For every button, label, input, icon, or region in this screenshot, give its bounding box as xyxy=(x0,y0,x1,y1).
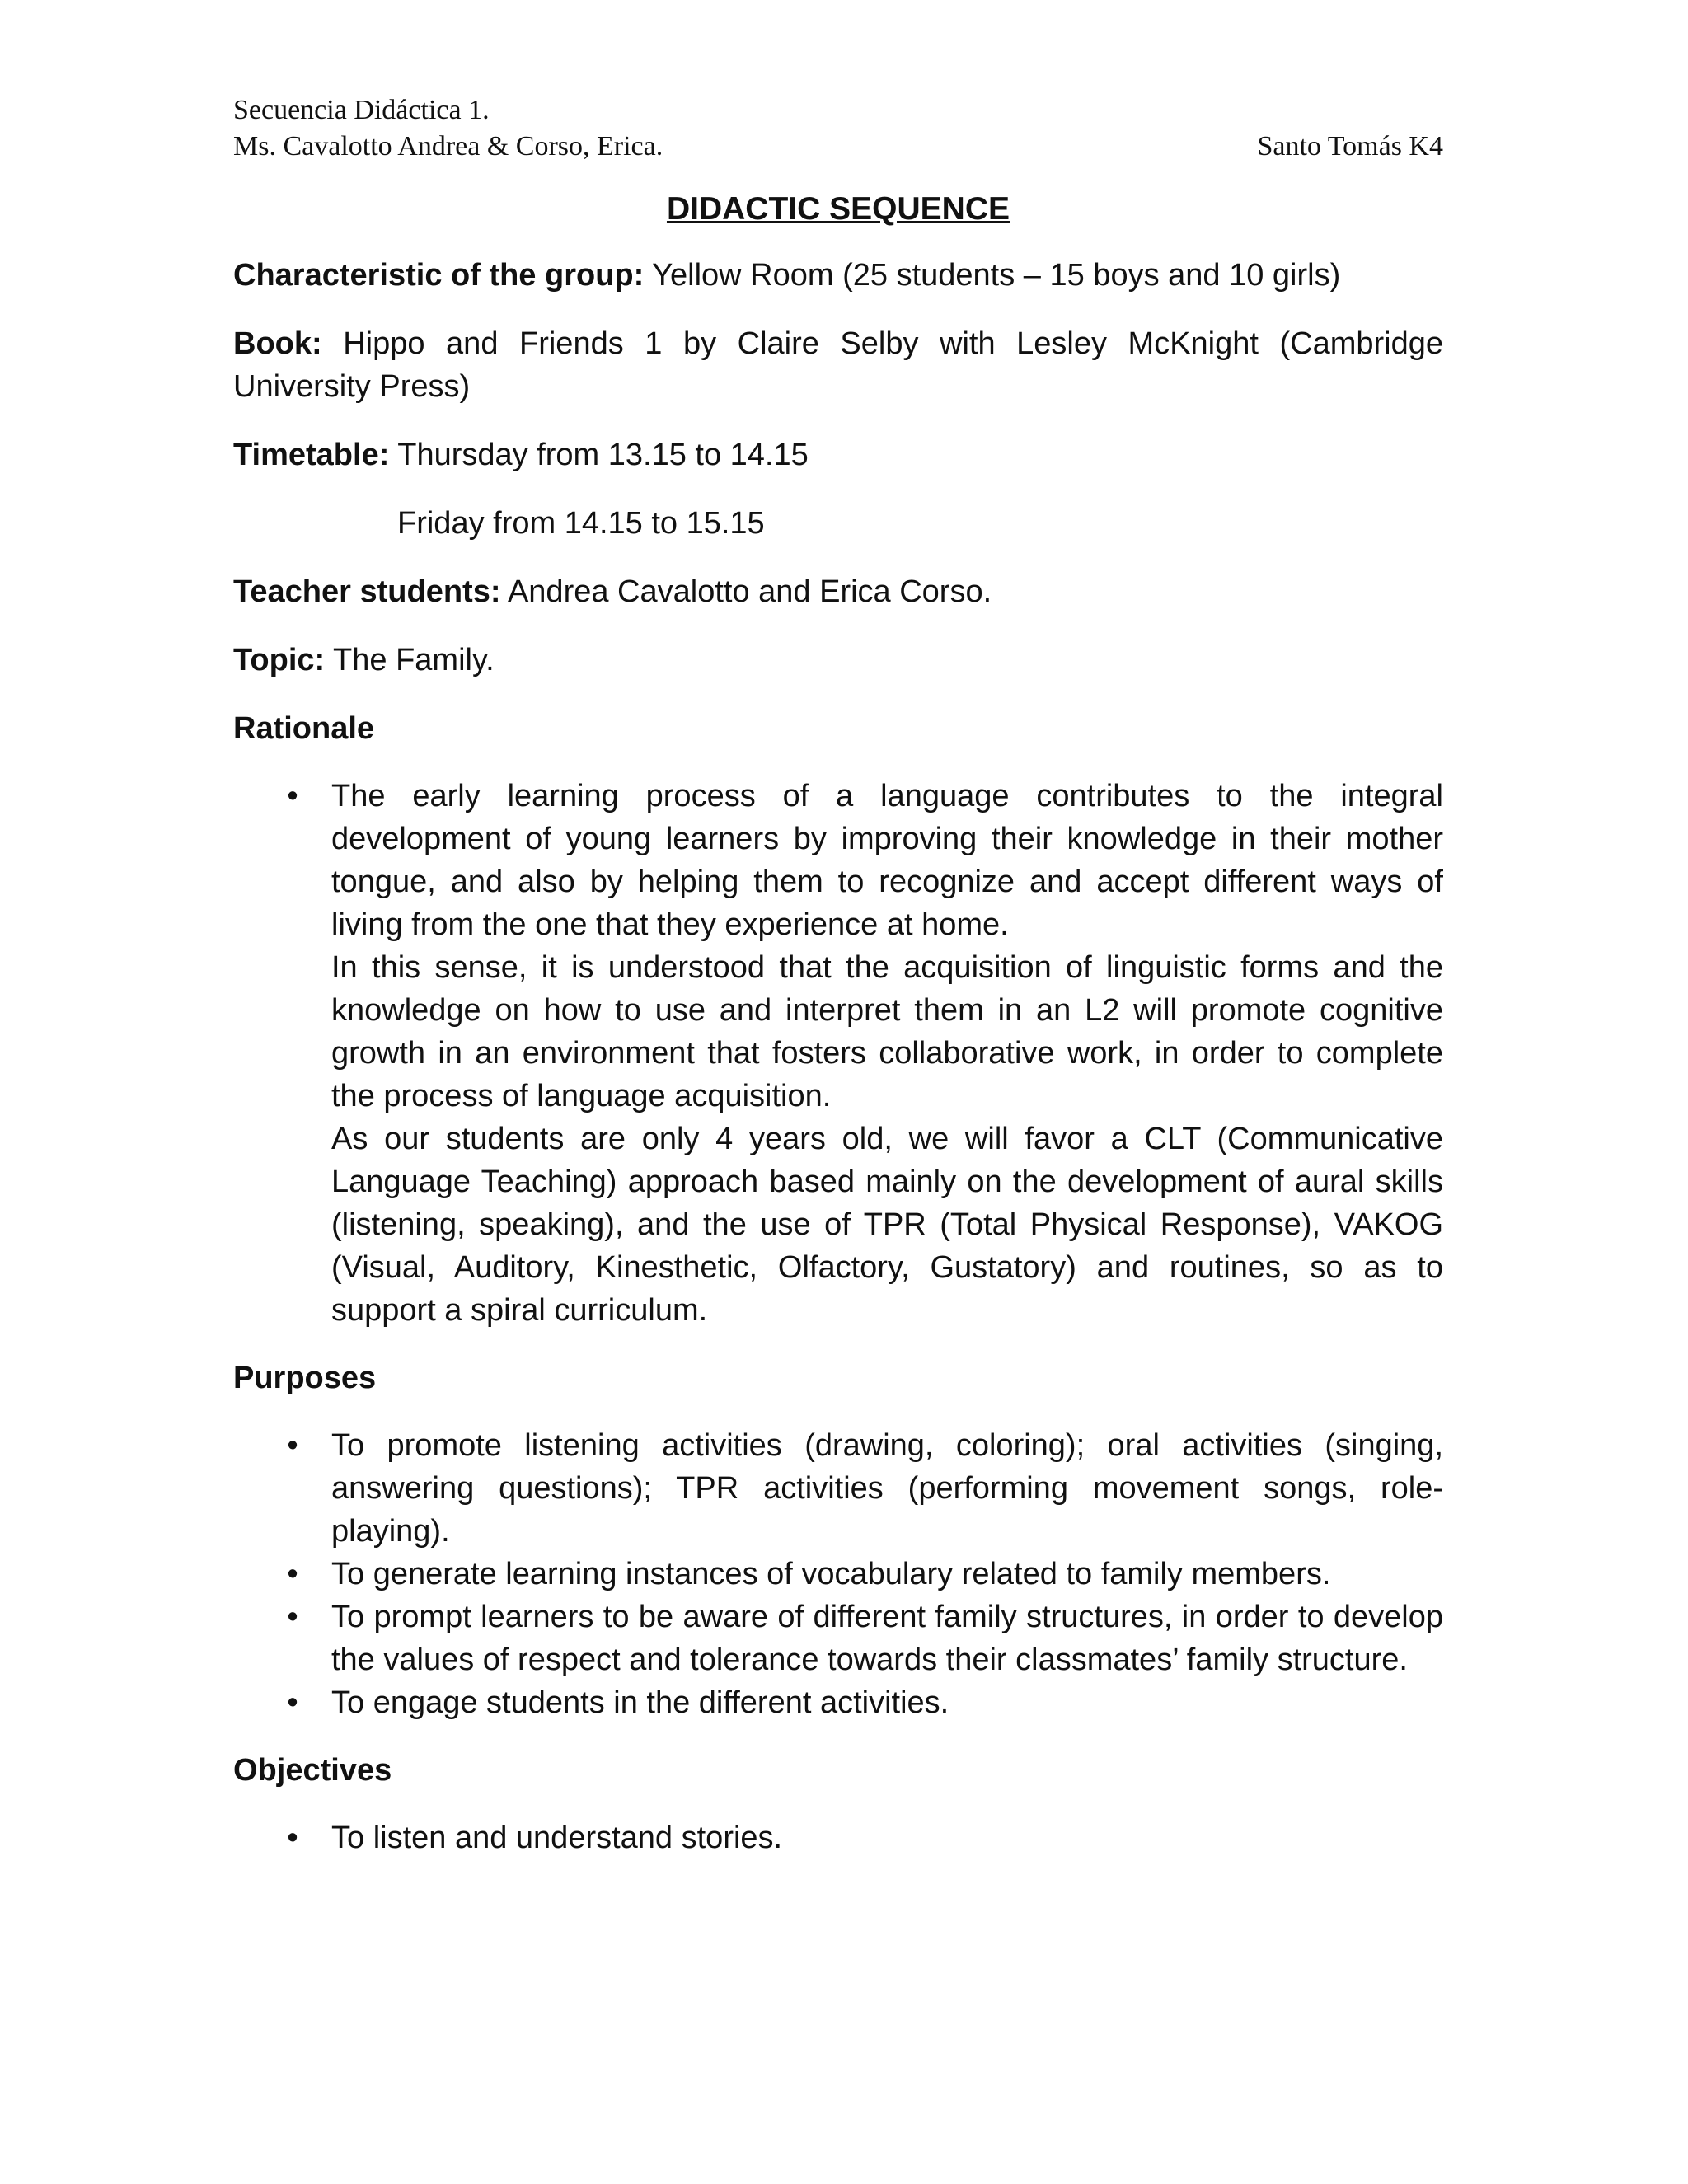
timetable-value-friday: Friday from 14.15 to 15.15 xyxy=(397,506,765,541)
list-item xyxy=(233,775,1443,1332)
purpose-item-4: To engage students in the different activities. xyxy=(331,1685,950,1720)
rationale-paragraph-3: As our students are only 4 years old, we will favor a CLT (Communicative Language Teaching) approach based mainly on the development of aural skills (listening, speaking), and the use of TPR (Total Physical Response), VAKOG (Visual, Auditory, Kinesthetic, Olfactory, Gustatory) and routines, so as to support a spiral curriculum. xyxy=(331,1122,1443,1328)
timetable-field xyxy=(233,434,1443,476)
topic-value: The Family. xyxy=(333,643,495,677)
topic-label: Topic: xyxy=(233,643,326,677)
objectives-list xyxy=(233,1816,1443,1859)
objectives-heading: Objectives xyxy=(233,1753,392,1788)
timetable-label: Timetable: xyxy=(233,438,390,472)
objective-item-1: To listen and understand stories. xyxy=(331,1821,783,1855)
purposes-heading: Purposes xyxy=(233,1361,377,1395)
rationale-paragraph-2: In this sense, it is understood that the acquisition of linguistic forms and the knowledge on how to use and interpret them in an L2 will promote cognitive growth in an environment that fosters collaborative work, in order to complete the process of language acquisition. xyxy=(331,950,1443,1113)
bullet-icon: • xyxy=(287,1428,298,1463)
book-label: Book: xyxy=(233,326,322,361)
group-value: Yellow Room (25 students – 15 boys and 10 girls) xyxy=(652,258,1341,293)
list-item xyxy=(233,1816,1443,1859)
rationale-paragraph-1: The early learning process of a language contributes to the integral development of young learners by improving their knowledge in their mother tongue, and also by helping them to recognize and accept different ways of living from the one that they experience at home. xyxy=(331,779,1443,942)
bullet-icon: • xyxy=(287,1600,298,1634)
book-value: Hippo and Friends 1 by Claire Selby with Lesley McKnight (Cambridge University Press) xyxy=(233,326,1444,404)
rationale-list xyxy=(233,775,1443,1332)
bullet-icon: • xyxy=(287,1557,298,1591)
bullet-icon: • xyxy=(287,779,298,813)
header-authors-row xyxy=(233,129,1443,165)
page-header xyxy=(233,92,1443,165)
purpose-item-2: To generate learning instances of vocabulary related to family members. xyxy=(331,1557,1331,1591)
header-authors: Ms. Cavalotto Andrea & Corso, Erica. xyxy=(233,131,663,162)
list-item xyxy=(233,1596,1443,1681)
header-sequence-title: Secuencia Didáctica 1. xyxy=(233,95,490,125)
group-field xyxy=(233,254,1443,297)
list-item xyxy=(233,1553,1443,1596)
bullet-icon: • xyxy=(287,1821,298,1855)
topic-field xyxy=(233,639,1443,682)
purpose-item-1: To promote listening activities (drawing, coloring); oral activities (singing, answering questions); TPR activities (performing movement songs, role-playing). xyxy=(331,1428,1443,1549)
purpose-item-3: To prompt learners to be aware of different family structures, in order to develop the values of respect and tolerance towards their classmates’ family structure. xyxy=(331,1600,1443,1677)
document-title: DIDACTIC SEQUENCE xyxy=(666,191,1010,227)
teachers-field xyxy=(233,570,1443,613)
bullet-icon: • xyxy=(287,1685,298,1720)
book-field xyxy=(233,322,1443,408)
list-item xyxy=(233,1424,1443,1553)
header-school: Santo Tomás K4 xyxy=(1257,131,1443,162)
purposes-list xyxy=(233,1424,1443,1724)
teachers-value: Andrea Cavalotto and Erica Corso. xyxy=(507,574,992,609)
teachers-label: Teacher students: xyxy=(233,574,501,609)
document-body xyxy=(233,188,1443,1884)
rationale-heading: Rationale xyxy=(233,711,375,746)
list-item xyxy=(233,1681,1443,1724)
timetable-value-thursday: Thursday from 13.15 to 14.15 xyxy=(397,438,809,472)
group-label: Characteristic of the group: xyxy=(233,258,645,293)
